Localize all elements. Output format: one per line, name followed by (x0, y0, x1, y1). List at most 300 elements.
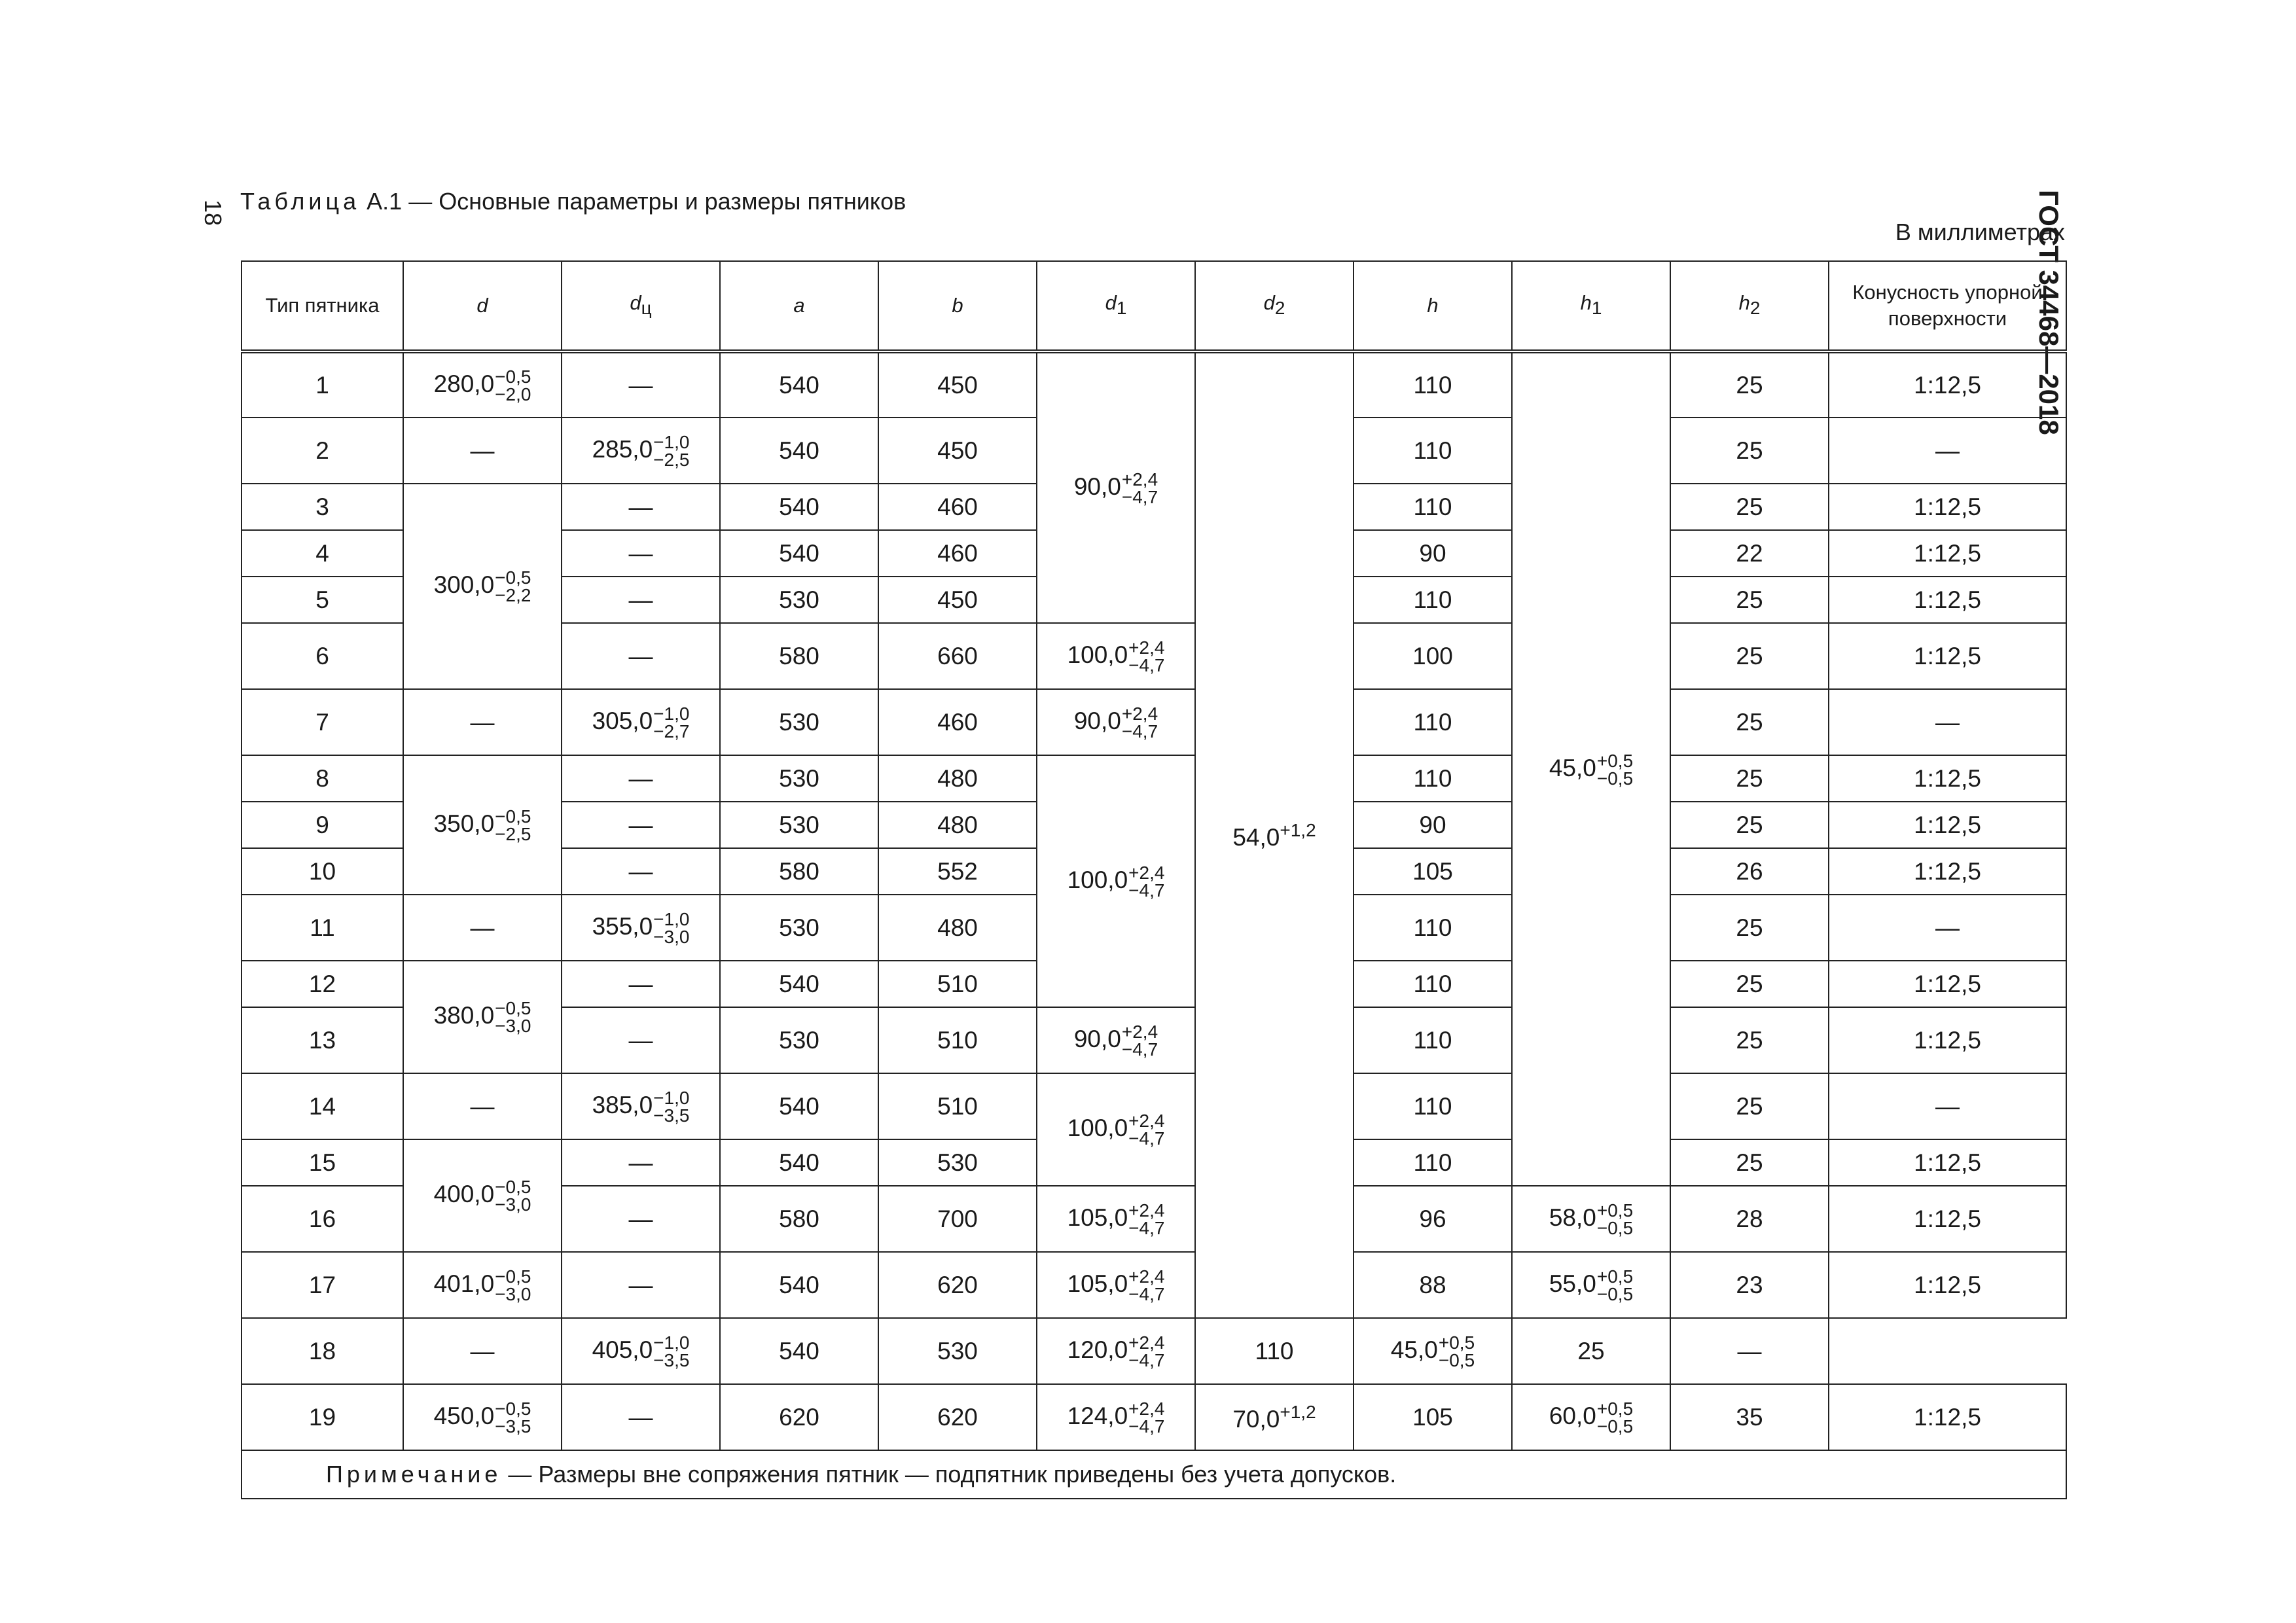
cell-taper: — (1829, 895, 2066, 961)
cell-h: 110 (1354, 689, 1512, 755)
tolerance-lower: −4,7 (1121, 486, 1158, 507)
table-row (242, 689, 2066, 755)
tolerance-stack (653, 1089, 689, 1124)
cell-a: 530 (720, 577, 878, 623)
cell-d1 (1037, 1073, 1195, 1186)
tolerance-base: 45,0 (1549, 754, 1596, 781)
tolerance-lower: −0,5 (1438, 1349, 1475, 1370)
cell-taper: — (1829, 418, 2066, 484)
tolerance-upper: −1,0 (653, 908, 690, 929)
cell-h2: 25 (1670, 802, 1829, 848)
cell-type: 8 (242, 755, 403, 802)
cell-dc: — (562, 848, 720, 895)
cell-d: — (403, 418, 562, 484)
tolerance-base: 100,0 (1067, 866, 1128, 893)
tolerance-base: 90,0 (1073, 473, 1121, 500)
cell-type: 16 (242, 1186, 403, 1252)
cell-h2: 23 (1670, 1252, 1829, 1318)
tolerance-upper: −0,5 (495, 998, 531, 1018)
cell-a: 540 (720, 484, 878, 530)
cell-dc (562, 895, 720, 961)
tolerance-lower: −4,7 (1128, 1349, 1165, 1370)
tolerance-lower: −3,5 (653, 1349, 690, 1370)
tolerance-base: 400,0 (433, 1180, 495, 1207)
cell-dc: — (562, 484, 720, 530)
cell-taper: 1:12,5 (1829, 623, 2066, 689)
cell-dc: — (562, 802, 720, 848)
tolerance-stack (495, 368, 531, 403)
tolerance-stack (1122, 705, 1158, 740)
cell-h2: 22 (1670, 530, 1829, 577)
cell-d (403, 961, 562, 1073)
tolerance-lower: −2,5 (495, 823, 531, 844)
cell-h: 90 (1354, 802, 1512, 848)
tolerance-lower: −0,5 (1596, 768, 1634, 789)
tolerance-base: 450,0 (433, 1402, 495, 1429)
cell-dc (562, 1318, 720, 1384)
tolerance-lower: −4,7 (1128, 1217, 1165, 1238)
tolerance-upper: −0,5 (495, 1266, 531, 1287)
cell-b: 480 (878, 895, 1037, 961)
cell-type: 12 (242, 961, 403, 1007)
cell-dc: — (562, 623, 720, 689)
cell-h2: 25 (1670, 895, 1829, 961)
tolerance-lower: −0,5 (1596, 1217, 1634, 1238)
header-h: h (1354, 261, 1512, 351)
tolerance-base: 70,0 (1232, 1405, 1280, 1433)
tolerance-upper: +2,4 (1128, 862, 1165, 883)
units-label: В миллиметрах (1895, 219, 2065, 245)
tolerance-base: 285,0 (592, 435, 653, 463)
tolerance-upper: −1,0 (653, 703, 690, 724)
tolerance-base: 55,0 (1549, 1270, 1596, 1297)
cell-taper: 1:12,5 (1829, 1384, 2066, 1450)
table-row (242, 1073, 2066, 1139)
cell-d1 (1037, 623, 1195, 689)
tolerance-lower: −4,7 (1128, 1128, 1165, 1149)
tolerance-upper: −1,0 (653, 1332, 690, 1353)
cell-type: 7 (242, 689, 403, 755)
tolerance-lower: −3,0 (495, 1283, 531, 1304)
tolerance-base: 58,0 (1549, 1204, 1596, 1231)
cell-h2: 25 (1670, 1073, 1829, 1139)
cell-b: 620 (878, 1384, 1037, 1450)
cell-d (403, 1139, 562, 1252)
tolerance-upper: +2,4 (1128, 1200, 1165, 1221)
cell-taper: 1:12,5 (1829, 351, 2066, 418)
cell-d (403, 351, 562, 418)
cell-d (403, 484, 562, 689)
cell-d (403, 1384, 562, 1450)
cell-taper: 1:12,5 (1829, 1186, 2066, 1252)
cell-type: 3 (242, 484, 403, 530)
tolerance-upper: −0,5 (495, 567, 531, 588)
cell-type: 10 (242, 848, 403, 895)
tolerance-upper: +2,4 (1121, 1021, 1158, 1042)
tolerance-lower: −2,5 (653, 449, 690, 470)
cell-h: 110 (1354, 1139, 1512, 1186)
page-number: 18 (200, 199, 226, 226)
tolerance-base: 45,0 (1390, 1336, 1438, 1363)
cell-d2 (1195, 1384, 1354, 1450)
cell-h: 110 (1354, 755, 1512, 802)
tolerance-stack (1128, 1202, 1164, 1237)
cell-taper: 1:12,5 (1829, 1007, 2066, 1073)
cell-d2 (1195, 351, 1354, 1318)
header-a: a (720, 261, 878, 351)
tolerance-base: 280,0 (433, 370, 495, 397)
tolerance-lower: −2,2 (495, 585, 531, 605)
cell-taper: — (1829, 1073, 2066, 1139)
cell-h2: 35 (1670, 1384, 1829, 1450)
cell-dc: — (562, 961, 720, 1007)
cell-h1 (1512, 1252, 1670, 1318)
standard-code: ГОСТ 34468—2018 (2034, 190, 2064, 435)
cell-b: 460 (878, 530, 1037, 577)
cell-d1 (1037, 1318, 1195, 1384)
tolerance-base: 380,0 (433, 1001, 495, 1029)
tolerance-stack (1597, 1202, 1633, 1237)
cell-h1 (1512, 351, 1670, 1186)
cell-a: 540 (720, 418, 878, 484)
cell-b: 450 (878, 418, 1037, 484)
cell-a: 530 (720, 755, 878, 802)
header-type: Тип пятника (242, 261, 403, 351)
header-h2: $h_2$ (1670, 261, 1829, 351)
table-note (242, 1450, 2066, 1499)
cell-b: 450 (878, 351, 1037, 418)
tolerance-lower: −0,5 (1596, 1283, 1634, 1304)
tolerance-stack (495, 808, 531, 843)
cell-b: 552 (878, 848, 1037, 895)
cell-h2: 25 (1670, 484, 1829, 530)
cell-type: 1 (242, 351, 403, 418)
cell-h: 110 (1354, 961, 1512, 1007)
tolerance-stack (495, 1268, 531, 1303)
cell-a: 540 (720, 961, 878, 1007)
tolerance-base: 90,0 (1073, 707, 1121, 734)
cell-h1 (1512, 1384, 1670, 1450)
cell-type: 14 (242, 1073, 403, 1139)
cell-d1 (1037, 1384, 1195, 1450)
tolerance-stack (1128, 864, 1164, 899)
cell-a: 540 (720, 530, 878, 577)
cell-h2: 25 (1670, 1139, 1829, 1186)
tolerance-upper: +2,4 (1121, 703, 1158, 724)
cell-b: 530 (878, 1139, 1037, 1186)
table-row (242, 755, 2066, 802)
note-row (242, 1450, 2066, 1499)
cell-type: 9 (242, 802, 403, 848)
tolerance-stack (1128, 639, 1164, 674)
tolerance-base: 90,0 (1073, 1025, 1121, 1052)
tolerance-upper: −0,5 (495, 366, 531, 387)
tolerance-lower: −4,7 (1128, 1416, 1165, 1436)
tolerance-upper: −0,5 (495, 1398, 531, 1419)
cell-h2: 25 (1670, 755, 1829, 802)
cell-h2: 28 (1670, 1186, 1829, 1252)
header-row (242, 261, 2066, 351)
table-row (242, 1252, 2066, 1318)
cell-d: — (403, 1073, 562, 1139)
header-d: d (403, 261, 562, 351)
cell-type: 13 (242, 1007, 403, 1073)
cell-h: 100 (1354, 623, 1512, 689)
tolerance-upper: −0,5 (495, 1177, 531, 1197)
cell-a: 620 (720, 1384, 878, 1450)
cell-dc: — (562, 755, 720, 802)
cell-dc: — (562, 1186, 720, 1252)
table-row (242, 351, 2066, 418)
cell-type: 5 (242, 577, 403, 623)
cell-b: 480 (878, 802, 1037, 848)
cell-h: 110 (1354, 418, 1512, 484)
tolerance-upper: +1,2 (1280, 819, 1316, 840)
cell-b: 620 (878, 1252, 1037, 1318)
tolerance-stack (1128, 1112, 1164, 1147)
tolerance-base: 105,0 (1067, 1270, 1128, 1297)
cell-dc (562, 689, 720, 755)
cell-h2: 25 (1512, 1318, 1670, 1384)
note-text: — Размеры вне сопряжения пятник — подпятник приведены без учета допусков. (501, 1461, 1397, 1488)
tolerance-upper: +0,5 (1596, 1200, 1634, 1221)
tolerance-upper: −0,5 (495, 806, 531, 827)
tolerance-lower: −4,7 (1128, 654, 1165, 675)
tolerance-stack (1122, 471, 1158, 506)
note-prefix: Примечание (326, 1461, 502, 1488)
tolerance-base: 355,0 (592, 912, 653, 940)
cell-b: 510 (878, 961, 1037, 1007)
tolerance-upper: +0,5 (1596, 1266, 1634, 1287)
tolerance-upper: +2,4 (1128, 1111, 1165, 1131)
cell-type: 2 (242, 418, 403, 484)
tolerance-base: 100,0 (1067, 641, 1128, 668)
cell-d1 (1037, 689, 1195, 755)
cell-type: 19 (242, 1384, 403, 1450)
cell-a: 540 (720, 1318, 878, 1384)
table-caption (240, 185, 906, 218)
cell-h2: 25 (1670, 418, 1829, 484)
cell-taper: 1:12,5 (1829, 755, 2066, 802)
cell-h: 110 (1195, 1318, 1354, 1384)
header-h1: $h_1$ (1512, 261, 1670, 351)
cell-d: — (403, 689, 562, 755)
cell-b: 700 (878, 1186, 1037, 1252)
cell-taper: 1:12,5 (1829, 961, 2066, 1007)
tolerance-lower: −2,7 (653, 721, 690, 741)
tolerance-stack (495, 1400, 531, 1435)
cell-a: 540 (720, 1252, 878, 1318)
tolerance-stack (1122, 1023, 1158, 1058)
header-dc: $d_ц$ (562, 261, 720, 351)
cell-type: 18 (242, 1318, 403, 1384)
cell-h: 96 (1354, 1186, 1512, 1252)
tolerance-base: 120,0 (1067, 1336, 1128, 1363)
cell-taper: 1:12,5 (1829, 848, 2066, 895)
tolerance-stack (495, 1178, 531, 1213)
tolerance-upper: +0,5 (1596, 1398, 1634, 1419)
cell-dc: — (562, 1139, 720, 1186)
cell-h: 105 (1354, 848, 1512, 895)
cell-d: — (403, 895, 562, 961)
tolerance-base: 405,0 (592, 1336, 653, 1363)
cell-d1 (1037, 1007, 1195, 1073)
tolerance-base: 100,0 (1067, 1114, 1128, 1141)
cell-b: 460 (878, 689, 1037, 755)
cell-taper: 1:12,5 (1829, 530, 2066, 577)
cell-type: 6 (242, 623, 403, 689)
caption-text: А.1 — Основные параметры и размеры пятников (360, 188, 906, 215)
cell-taper: — (1829, 689, 2066, 755)
cell-taper: 1:12,5 (1829, 484, 2066, 530)
tolerance-stack (653, 910, 689, 946)
header-taper: Конусность упорной поверхности (1829, 261, 2066, 351)
tolerance-upper: +2,4 (1128, 1266, 1165, 1287)
cell-h: 105 (1354, 1384, 1512, 1450)
parameters-table (241, 260, 2067, 1499)
tolerance-upper: +1,2 (1280, 1401, 1316, 1422)
cell-taper: 1:12,5 (1829, 1139, 2066, 1186)
tolerance-base: 305,0 (592, 707, 653, 734)
cell-dc: — (562, 1252, 720, 1318)
tolerance-stack (1597, 752, 1633, 787)
tolerance-lower: −3,0 (495, 1016, 531, 1036)
tolerance-lower: −3,5 (653, 1105, 690, 1126)
cell-h: 88 (1354, 1252, 1512, 1318)
tolerance-upper: +2,4 (1128, 637, 1165, 658)
tolerance-stack (653, 1334, 689, 1369)
tolerance-base: 124,0 (1067, 1402, 1128, 1429)
tolerance-upper: +2,4 (1128, 1398, 1165, 1419)
cell-dc: — (562, 1384, 720, 1450)
cell-h: 110 (1354, 1073, 1512, 1139)
cell-type: 11 (242, 895, 403, 961)
cell-type: 17 (242, 1252, 403, 1318)
cell-b: 450 (878, 577, 1037, 623)
cell-h2: 25 (1670, 623, 1829, 689)
tolerance-stack (495, 569, 531, 604)
cell-h: 110 (1354, 351, 1512, 418)
cell-b: 530 (878, 1318, 1037, 1384)
cell-h2: 25 (1670, 577, 1829, 623)
cell-a: 580 (720, 623, 878, 689)
cell-dc: — (562, 577, 720, 623)
cell-d: — (403, 1318, 562, 1384)
cell-h2: 25 (1670, 961, 1829, 1007)
tolerance-lower: −2,0 (495, 383, 531, 404)
cell-a: 530 (720, 895, 878, 961)
cell-taper: 1:12,5 (1829, 1252, 2066, 1318)
cell-taper: — (1670, 1318, 1829, 1384)
tolerance-lower: −3,0 (495, 1194, 531, 1215)
tolerance-lower: −3,0 (653, 926, 690, 947)
tolerance-lower: −4,7 (1121, 1039, 1158, 1060)
cell-d1 (1037, 351, 1195, 623)
cell-b: 510 (878, 1073, 1037, 1139)
cell-taper: 1:12,5 (1829, 802, 2066, 848)
cell-d (403, 755, 562, 895)
header-b: b (878, 261, 1037, 351)
table-row (242, 1318, 2066, 1384)
caption-prefix: Таблица (240, 188, 361, 215)
tolerance-base: 300,0 (433, 571, 495, 598)
cell-h1 (1354, 1318, 1512, 1384)
tolerance-upper: +0,5 (1438, 1332, 1475, 1353)
tolerance-base: 401,0 (433, 1270, 495, 1297)
cell-h2: 25 (1670, 1007, 1829, 1073)
cell-a: 540 (720, 1073, 878, 1139)
tolerance-base: 350,0 (433, 810, 495, 837)
tolerance-base: 54,0 (1232, 823, 1280, 851)
tolerance-stack (495, 999, 531, 1035)
cell-a: 530 (720, 802, 878, 848)
cell-a: 580 (720, 1186, 878, 1252)
cell-dc (562, 418, 720, 484)
tolerance-lower: −4,7 (1128, 880, 1165, 901)
cell-b: 480 (878, 755, 1037, 802)
tolerance-stack (1439, 1334, 1475, 1369)
tolerance-stack (1597, 1400, 1633, 1435)
tolerance-lower: −3,5 (495, 1416, 531, 1436)
cell-a: 530 (720, 1007, 878, 1073)
tolerance-upper: −1,0 (653, 431, 690, 452)
cell-h: 110 (1354, 1007, 1512, 1073)
tolerance-stack (653, 433, 689, 469)
cell-type: 15 (242, 1139, 403, 1186)
tolerance-stack (1128, 1334, 1164, 1369)
tolerance-base: 60,0 (1549, 1402, 1596, 1429)
cell-h: 110 (1354, 577, 1512, 623)
cell-d1 (1037, 1252, 1195, 1318)
cell-a: 540 (720, 1139, 878, 1186)
tolerance-lower: −0,5 (1596, 1416, 1634, 1436)
cell-dc (562, 1073, 720, 1139)
cell-b: 660 (878, 623, 1037, 689)
cell-h: 110 (1354, 895, 1512, 961)
cell-h2: 25 (1670, 351, 1829, 418)
tolerance-lower: −4,7 (1128, 1283, 1165, 1304)
cell-d1 (1037, 1186, 1195, 1252)
tolerance-upper: +0,5 (1596, 750, 1634, 771)
cell-dc: — (562, 1007, 720, 1073)
tolerance-lower: −4,7 (1121, 721, 1158, 741)
cell-h1 (1512, 1186, 1670, 1252)
cell-h2: 26 (1670, 848, 1829, 895)
cell-a: 540 (720, 351, 878, 418)
table-row (242, 1384, 2066, 1450)
header-d1: $d_1$ (1037, 261, 1195, 351)
cell-taper: 1:12,5 (1829, 577, 2066, 623)
cell-h2: 25 (1670, 689, 1829, 755)
tolerance-stack (1128, 1400, 1164, 1435)
cell-dc: — (562, 530, 720, 577)
tolerance-base: 105,0 (1067, 1204, 1128, 1231)
cell-dc: — (562, 351, 720, 418)
cell-b: 510 (878, 1007, 1037, 1073)
cell-h: 90 (1354, 530, 1512, 577)
tolerance-upper: +2,4 (1128, 1332, 1165, 1353)
cell-b: 460 (878, 484, 1037, 530)
cell-d1 (1037, 755, 1195, 1007)
header-d2: $d_2$ (1195, 261, 1354, 351)
tolerance-stack (1597, 1268, 1633, 1303)
tolerance-stack (1128, 1268, 1164, 1303)
tolerance-base: 385,0 (592, 1091, 653, 1118)
cell-d (403, 1252, 562, 1318)
tolerance-upper: +2,4 (1121, 469, 1158, 490)
tolerance-upper: −1,0 (653, 1087, 690, 1108)
tolerance-stack (653, 705, 689, 740)
